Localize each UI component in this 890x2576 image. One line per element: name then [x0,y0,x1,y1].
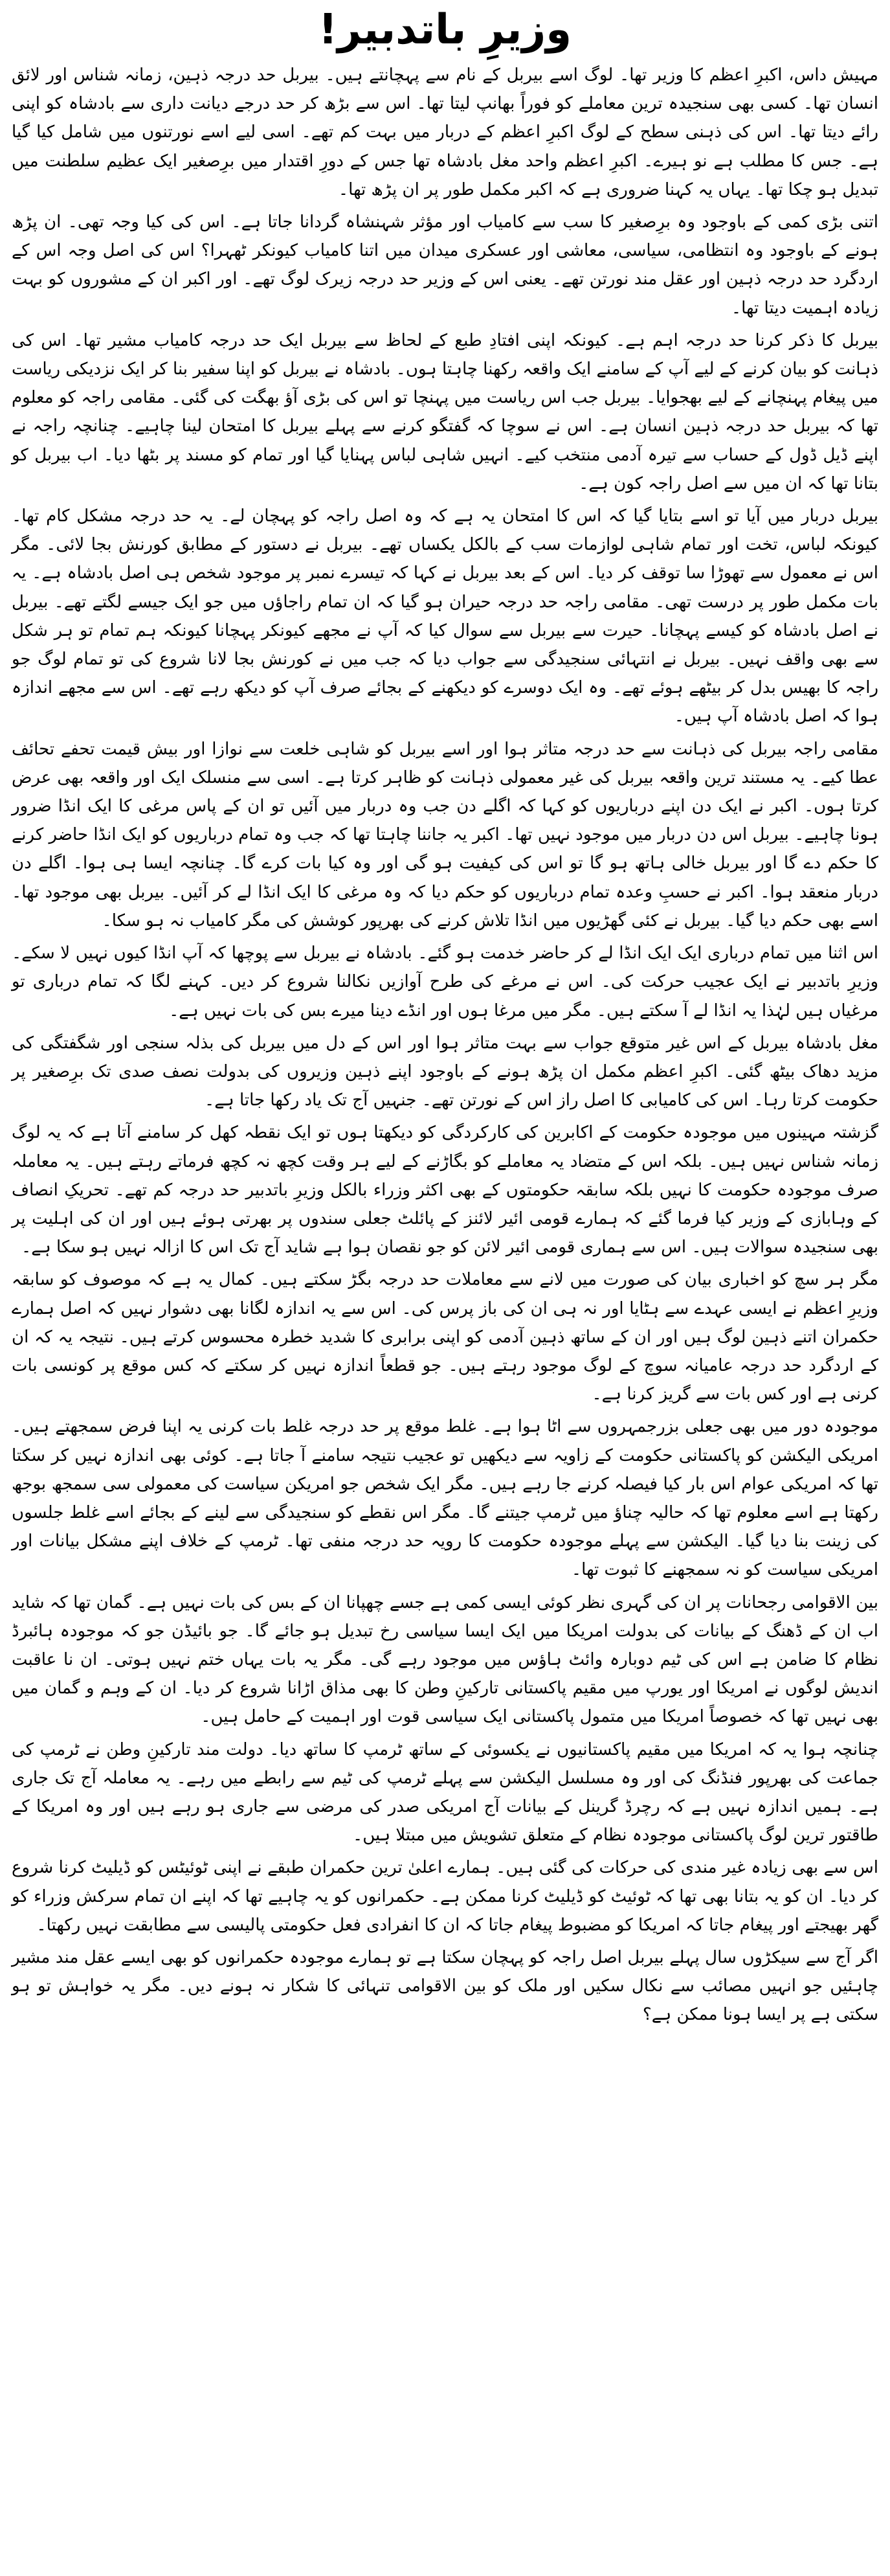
column-body [12,61,878,2029]
paragraph-5: مقامی راجہ بیربل کی ذہانت سے حد درجہ متاثر ہوا اور اسے بیربل کو شاہی خلعت سے نوازا اور بیش قیمت تحفے تحائف عطا کیے۔ یہ مستند ترین واقعہ بیربل کی غیر معمولی ذہانت کو ظاہر کرتا ہے۔ اسی سے منسلک ایک اور واقعہ بھی عرض کرتا ہوں۔ اکبر نے ایک دن اپنے درباریوں کو کہا کہ اگلے دن جب وہ دربار میں آئیں تو ان کے پاس مرغی کا ایک انڈا ضرور ہونا چاہیے۔ بیربل اس دن دربار میں موجود نہیں تھا۔ اکبر یہ جاننا چاہتا تھا کہ جب وہ تمام درباریوں کو ایک انڈا حاضر کرنے کا حکم دے گا اور بیربل خالی ہاتھ ہو گا تو اس کی کیفیت ہو گی اور وہ کیا بات کرے گا۔ چنانچہ ایسا ہی ہوا۔ اگلے دن دربار منعقد ہوا۔ اکبر نے حسبِ وعدہ تمام درباریوں کو حکم دیا کہ وہ مرغی کا ایک انڈا لے کر آئیں۔ بیربل بھی موجود تھا۔ اسے بھی حکم دیا گیا۔ بیربل نے کئی گھڑیوں میں انڈا تلاش کرنے کی بھرپور کوشش کی مگر کامیاب نہ ہو سکا۔ [12,739,879,931]
paragraph-7: مغل بادشاہ بیربل کے اس غیر متوقع جواب سے بہت متاثر ہوا اور اس کے دل میں بیربل کی بذلہ سنجی اور شگفتگی کی مزید دھاک بیٹھ گئی۔ اکبرِ اعظم مکمل ان پڑھ ہونے کے باوجود اپنے ذہین وزیروں کی بدولت نصف صدی تک برِصغیر پر حکومت کرتا رہا۔ اس کی کامیابی کا اصل راز اس کے نورتن تھے۔ جنہیں آج تک یاد رکھا جاتا ہے۔ [12,1033,878,1111]
paragraph-11: بین الاقوامی رجحانات پر ان کی گہری نظر کوئی ایسی کمی ہے جسے چھپانا ان کے بس کی بات نہیں ہے۔ گمان تھا کہ شاید اب ان کے ڈھنگ کے بیانات کی بدولت امریکا میں ایک ایسا سیاسی رخ تبدیل ہو جائے گا۔ جو بائیڈن جو کہ موجودہ ہائبرڈ نظام کا ضامن ہے اس کی ٹیم دوبارہ وائٹ ہاؤس میں موجود رہے گی۔ مگر یہ بات یہاں ختم نہیں ہوتی۔ ان نا عاقبت اندیش لوگوں نے امریکا اور یورپ میں مقیم پاکستانی تارکینِ وطن کا بھی مذاق اڑانا شروع کر دیا۔ ان کے وہم و گمان میں بھی نہیں تھا کہ خصوصاً امریکا میں متمول پاکستانی ایک سیاسی قوت اور اہمیت کے حامل ہیں۔ [12,1592,878,1727]
paragraph-4: بیربل دربار میں آیا تو اسے بتایا گیا کہ اس کا امتحان یہ ہے کہ وہ اصل راجہ کو پہچان لے۔ یہ حد درجہ مشکل کام تھا۔ کیونکہ لباس، تخت اور تمام شاہی لوازمات سب کے بالکل یکساں تھے۔ بیربل نے دستور کے مطابق کورنش بجا لائی۔ مگر اس نے معمول سے تھوڑا سا توقف کر دیا۔ اس کے بعد بیربل نے کہا کہ تیسرے نمبر پر موجود شخص ہی اصل بادشاہ ہے۔ یہ بات مکمل طور پر درست تھی۔ مقامی راجہ حد درجہ حیران ہو گیا کہ ان تمام راجاؤں میں جو ایک جیسے لگتے تھے۔ بیربل نے اصل بادشاہ کو کیسے پہچانا۔ حیرت سے بیربل سے سوال کیا کہ آپ نے مجھے کیونکر پہچانا کیونکہ ہم تمام تو ہر شکل سے بھی واقف نہیں۔ بیربل نے انتہائی سنجیدگی سے جواب دیا کہ جب میں نے کورنش بجا لانا شروع کی تو تمام لوگ جو راجہ کا بھیس بدل کر بیٹھے ہوئے تھے۔ وہ ایک دوسرے کو دیکھنے کے بجائے صرف آپ کو دیکھ رہے تھے۔ اس سے مجھے اندازہ ہوا کہ اصل بادشاہ آپ ہیں۔ [12,506,878,727]
paragraph-8: گزشتہ مہینوں میں موجودہ حکومت کے اکابرین کی کارکردگی کو دیکھتا ہوں تو ایک نقطہ کھل کر سامنے آتا ہے کہ یہ لوگ زمانہ شناس نہیں ہیں۔ بلکہ اس کے متضاد یہ معاملے کو بگاڑنے کے لیے ہر وقت کچھ نہ کچھ فرماتے رہتے ہیں۔ یہ معاملہ صرف موجودہ حکومت کا نہیں بلکہ سابقہ حکومتوں کے بھی اکثر وزراء بالکل وزیرِ باتدبیر حد درجہ کم تھے۔ تحریکِ انصاف کے وہابازی کے وزیر کیا فرما گئے کہ ہمارے قومی ائیر لائنز کے پائلٹ جعلی سندوں پر بھرتی ہوئے ہیں اور ان کی اہلیت پر بھی سنجیدہ سوالات ہیں۔ اس سے ہماری قومی ائیر لائن کو جو نقصان ہوا ہے شاید آج تک اس کا ازالہ نہیں ہو سکا ہے۔ [12,1123,878,1258]
paragraph-3: بیربل کا ذکر کرنا حد درجہ اہم ہے۔ کیونکہ اپنی افتادِ طبع کے لحاظ سے بیربل ایک حد درجہ کامیاب مشیر تھا۔ اس کی ذہانت کو بیان کرنے کے لیے آپ کے سامنے ایک واقعہ رکھنا چاہتا ہوں۔ بادشاہ نے بیربل کو اپنا سفیر بنا کر ایک نزدیکی ریاست میں پیغام پہنچانے کے لیے بھجوایا۔ بیربل جب اس ریاست میں پہنچا تو اس کی بڑی آؤ بھگت کی گئی۔ مقامی راجہ کو معلوم تھا کہ بیربل حد درجہ ذہین انسان ہے۔ اس نے سوچا کہ گفتگو کرنے سے پہلے بیربل کا امتحان لینا چاہیے۔ چنانچہ راجہ نے اپنے ڈیل ڈول کے حساب سے تیرہ آدمی منتخب کیے۔ انہیں شاہی لباس پہنایا گیا اور تمام کو مسند پر بٹھا دیا۔ اب بیربل کو بتانا تھا کہ ان میں سے اصل راجہ کون ہے۔ [12,330,878,493]
paragraph-9: مگر ہر سچ کو اخباری بیان کی صورت میں لانے سے معاملات حد درجہ بگڑ سکتے ہیں۔ کمال یہ ہے کہ موصوف کو سابقہ وزیرِ اعظم نے ایسی عہدے سے ہٹایا اور نہ ہی ان کی باز پرس کی۔ اس سے یہ اندازہ لگانا بھی دشوار نہیں کہ اصل ہمارے حکمران اتنے ذہین لوگ ہیں اور ان کے ساتھ ذہین آدمی کو اپنی برابری کا شدید خطرہ محسوس کرتے ہیں۔ نتیجہ یہ کہ ان کے اردگرد حد درجہ عامیانہ سوچ کے لوگ موجود رہتے ہیں۔ جو قطعاً اندازہ نہیں کر سکتے کہ کس موقع پر کونسی بات کرنی ہے اور کس بات سے گریز کرنا ہے۔ [12,1270,878,1405]
paragraph-1: مہیش داس، اکبرِ اعظم کا وزیر تھا۔ لوگ اسے بیربل کے نام سے پہچانتے ہیں۔ بیربل حد درجہ ذہین، زمانہ شناس اور لائق انسان تھا۔ کسی بھی سنجیدہ ترین معاملے کو فوراً بھانپ لیتا تھا۔ اس سے بڑھ کر حد درجے دیانت داری سے بادشاہ کو اپنی رائے دیتا تھا۔ اس کی ذہنی سطح کے لوگ اکبرِ اعظم کے دربار میں بہت کم تھے۔ اسی لیے اسے نورتنوں میں شامل کیا گیا ہے۔ جس کا مطلب ہے نو ہیرے۔ اکبرِ اعظم واحد مغل بادشاہ تھا جس کے دورِ اقتدار میں برِصغیر ایک عظیم سلطنت میں تبدیل ہو چکا تھا۔ یہاں یہ کہنا ضروری ہے کہ اکبر مکمل طور پر ان پڑھ تھا۔ [12,65,878,199]
paragraph-6: اس اثنا میں تمام درباری ایک ایک انڈا لے کر حاضر خدمت ہو گئے۔ بادشاہ نے بیربل سے پوچھا کہ آپ انڈا کیوں نہیں لا سکے۔ وزیرِ باتدبیر نے ایک عجیب حرکت کی۔ اس نے مرغے کی طرح آوازیں نکالنا شروع کر دیں۔ کہنے لگا کہ تمام درباری تو مرغیاں ہیں لہٰذا یہ انڈا لے آ سکتے ہیں۔ مگر میں مرغا ہوں اور انڈے دینا میرے بس کی بات نہیں ہے۔ [12,943,878,1021]
paragraph-14: اگر آج سے سیکڑوں سال پہلے بیربل اصل راجہ کو پہچان سکتا ہے تو ہمارے موجودہ حکمرانوں کو بھی ایسے عقل مند مشیر چاہئیں جو انہیں مصائب سے نکال سکیں اور ملک کو بین الاقوامی تنہائی کا شکار نہ ہونے دیں۔ مگر یہ خواہش تو ہو سکتی ہے پر ایسا ہونا ممکن ہے؟ [12,1948,878,2025]
paragraph-13: اس سے بھی زیادہ غیر مندی کی حرکات کی گئی ہیں۔ ہمارے اعلیٰ ترین حکمران طبقے نے اپنی ٹوئیٹس کو ڈیلیٹ کرنا شروع کر دیا۔ ان کو یہ بتانا بھی تھا کہ ٹوئیٹ کو ڈیلیٹ کرنا ممکن ہے۔ حکمرانوں کو یہ چاہیے تھا کہ اپنے ان تمام سرکش وزراء کو گھر بھیجتے اور پیغام جاتا کہ امریکا کو مضبوط پیغام جاتا کہ ان کا انفرادی فعل حکومتی پالیسی سے مطابقت نہیں رکھتا۔ [12,1858,878,1935]
paragraph-2: اتنی بڑی کمی کے باوجود وہ برِصغیر کا سب سے کامیاب اور مؤثر شہنشاہ گردانا جاتا ہے۔ اس کی کیا وجہ تھی۔ ان پڑھ ہونے کے باوجود وہ انتظامی، سیاسی، معاشی اور عسکری میدان میں اتنا کامیاب کیونکر ٹھہرا؟ اس کی اصل وجہ اس کے اردگرد حد درجہ ذہین اور عقل مند نورتن تھے۔ یعنی اس کے وزیر حد درجہ زیرک لوگ تھے۔ اور اکبر ان کے مشوروں کو بہت زیادہ اہمیت دیتا تھا۔ [12,212,878,318]
column-title: وزیرِ باتدبیر! [318,6,572,54]
paragraph-12: چنانچہ ہوا یہ کہ امریکا میں مقیم پاکستانیوں نے یکسوئی کے ساتھ ٹرمپ کا ساتھ دیا۔ دولت مند تارکینِ وطن نے ٹرمپ کی جماعت کی بھرپور فنڈنگ کی اور وہ مسلسل الیکشن سے پہلے ٹرمپ کی ٹیم سے رابطے میں رہے۔ یہ معاملہ آج تک جاری ہے۔ ہمیں اندازہ نہیں ہے کہ رچرڈ گرینل کے بیانات آج امریکی صدر کی مرضی سے جاری ہو رہے ہیں اور وہ امریکا کے طاقتور ترین لوگ پاکستانی موجودہ نظام کے متعلق تشویش میں مبتلا ہیں۔ [12,1739,878,1846]
paragraph-10: موجودہ دور میں بھی جعلی بزرجمہروں سے اٹا ہوا ہے۔ غلط موقع پر حد درجہ غلط بات کرنی یہ اپنا فرض سمجھتے ہیں۔ امریکی الیکشن کو پاکستانی حکومت کے زاویہ سے دیکھیں تو عجیب نتیجہ سامنے آ جاتا ہے۔ کوئی بھی اندازہ نہیں کر سکتا تھا کہ امریکی عوام اس بار کیا فیصلہ کرنے جا رہے ہیں۔ مگر ایک شخص جو امریکن سیاست کی معمولی سی سمجھ بوجھ رکھتا ہے اسے معلوم تھا کہ حالیہ چناؤ میں ٹرمپ جیتنے گا۔ مگر اس نقطے کو سنجیدگی سے لینے کے بجائے اسے غلط جلسوں کی زینت بنا دیا گیا۔ الیکشن سے پہلے موجودہ حکومت کا رویہ حد درجہ منفی تھا۔ ٹرمپ کے خلاف اپنے مشکل بیانات اور امریکی سیاست کو نہ سمجھنے کا ثبوت تھا۔ [12,1417,878,1580]
